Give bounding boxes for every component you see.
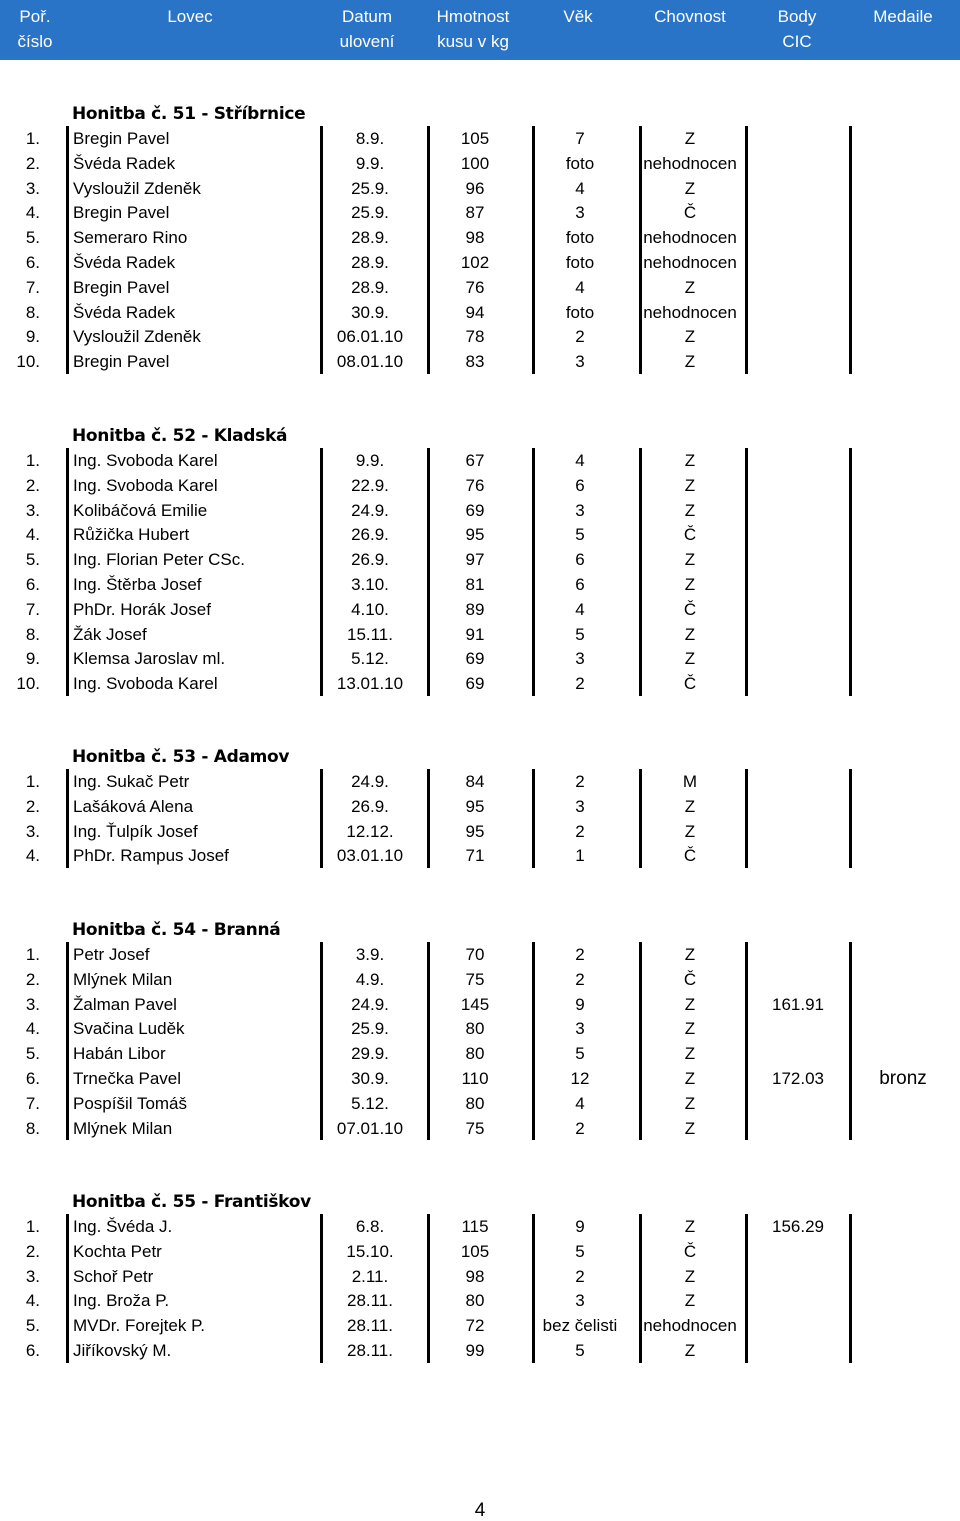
cell-hunter: Žák Josef [73, 624, 147, 644]
column-divider [745, 942, 748, 1140]
cell-age: 2 [575, 1266, 585, 1286]
cell-hunter: Švéda Radek [73, 153, 176, 173]
cell-date: 6.8. [355, 1217, 385, 1236]
cell-hunter: Ing. Broža P. [73, 1291, 170, 1311]
col-header-date [340, 4, 395, 54]
cell-breed: Z [684, 327, 696, 347]
cell-weight: 69 [465, 674, 485, 694]
cell-hunter: Ing. Štěrba Josef [73, 575, 202, 594]
cell-num: 7. [25, 277, 40, 297]
cell-weight: 69 [465, 649, 485, 669]
column-divider [849, 126, 852, 374]
cell-hunter: Kochta Petr [73, 1241, 162, 1261]
cell-weight: 75 [465, 1118, 485, 1138]
cell-weight: 76 [465, 277, 485, 297]
cell-date: 8.9. [355, 129, 385, 148]
col-header-hunter [167, 4, 212, 29]
cell-breed: Z [684, 500, 696, 520]
cell-date: 4.10. [351, 599, 389, 619]
column-divider [532, 769, 535, 868]
cell-weight: 115 [461, 1217, 489, 1236]
cell-weight: 102 [460, 253, 490, 272]
cell-age: 4 [575, 451, 585, 470]
cell-hunter: Vysloužil Zdeněk [73, 327, 201, 347]
cell-date: 03.01.10 [336, 846, 404, 866]
cell-hunter: Bregin Pavel [73, 277, 170, 297]
column-divider [532, 448, 535, 696]
cell-date: 22.9. [351, 475, 389, 495]
cell-age: 12 [570, 1069, 590, 1088]
cell-age: bez čelisti [542, 1316, 618, 1336]
cell-age: 2 [575, 327, 585, 347]
cell-breed: Z [684, 649, 696, 669]
col-header-breed-line: Chovnost [654, 7, 726, 26]
cell-hunter: Bregin Pavel [73, 352, 170, 372]
cell-num: 6. [25, 1341, 40, 1360]
cell-date: 07.01.10 [336, 1118, 404, 1138]
cell-age: 7 [575, 129, 585, 148]
column-divider [427, 1214, 430, 1363]
cell-num: 4. [25, 525, 40, 545]
col-header-number-line: Poř. [19, 7, 51, 26]
cell-hunter: Trnečka Pavel [73, 1069, 182, 1088]
cell-num: 4. [25, 203, 40, 223]
cell-age: 3 [575, 500, 585, 520]
cell-breed: nehodnocen [643, 253, 737, 272]
cell-date: 4.9. [355, 969, 385, 989]
cell-weight: 98 [465, 228, 485, 248]
cell-weight: 71 [465, 846, 485, 866]
cell-num: 7. [25, 599, 40, 619]
cell-num: 6. [25, 253, 40, 272]
cell-age: 3 [575, 352, 585, 372]
cell-breed: Z [684, 1019, 696, 1039]
cell-breed: Č [683, 599, 697, 619]
cell-age: 1 [575, 846, 585, 866]
cell-breed: Z [684, 945, 696, 964]
cell-breed: Z [684, 1044, 696, 1064]
section-title: Honitba č. 53 - Adamov [72, 747, 290, 767]
cell-hunter: Mlýnek Milan [73, 969, 173, 989]
cell-date: 9.9. [355, 153, 385, 173]
cell-num: 5. [25, 1044, 40, 1064]
col-header-points [778, 4, 817, 54]
cell-weight: 81 [465, 575, 485, 594]
cell-age: 2 [575, 1118, 585, 1138]
cell-date: 29.9. [351, 1044, 389, 1064]
cell-date: 24.9. [351, 500, 389, 520]
cell-hunter: Ing. Sukač Petr [73, 772, 190, 791]
col-header-medal [873, 4, 933, 29]
column-divider [66, 942, 69, 1140]
cell-weight: 75 [465, 969, 485, 989]
cell-date: 24.9. [351, 994, 389, 1014]
cell-weight: 87 [465, 203, 485, 223]
col-header-number [18, 4, 53, 54]
cell-num: 1. [25, 1217, 40, 1236]
cell-date: 26.9. [351, 525, 389, 545]
cell-breed: M [682, 772, 698, 791]
cell-num: 5. [25, 550, 40, 570]
cell-age: 3 [575, 1291, 585, 1311]
col-header-age [563, 4, 592, 29]
cell-num: 2. [25, 153, 40, 173]
cell-weight: 145 [460, 994, 490, 1014]
column-divider [320, 942, 323, 1140]
cell-breed: nehodnocen [643, 153, 737, 173]
cell-points: 172.03 [772, 1069, 824, 1088]
cell-num: 4. [25, 1291, 40, 1311]
cell-age: 9 [575, 1217, 585, 1236]
cell-hunter: Petr Josef [73, 945, 150, 964]
cell-breed: Č [683, 203, 697, 223]
cell-hunter: Žalman Pavel [73, 994, 177, 1014]
column-divider [532, 942, 535, 1140]
cell-date: 3.9. [355, 945, 385, 964]
col-header-weight-line: Hmotnost [436, 7, 510, 26]
cell-date: 26.9. [351, 550, 389, 570]
cell-breed: Z [684, 1217, 696, 1236]
cell-hunter: Bregin Pavel [73, 203, 170, 223]
cell-breed: Z [684, 1266, 696, 1286]
col-header-points-line: Body [777, 7, 817, 26]
cell-breed: nehodnocen [643, 302, 737, 322]
cell-breed: Z [684, 451, 696, 470]
cell-date: 08.01.10 [336, 352, 404, 372]
table-header [0, 0, 960, 60]
cell-weight: 99 [465, 1341, 485, 1360]
cell-num: 9. [25, 649, 40, 669]
cell-hunter: Ing. Svoboda Karel [73, 451, 218, 470]
column-divider [849, 448, 852, 696]
cell-hunter: Růžička Hubert [73, 525, 190, 545]
cell-date: 15.10. [346, 1241, 394, 1261]
cell-age: 3 [575, 1019, 585, 1039]
cell-num: 1. [25, 451, 40, 470]
cell-num: 1. [25, 772, 40, 791]
cell-hunter: Jiříkovský M. [73, 1341, 172, 1360]
cell-weight: 72 [465, 1316, 485, 1336]
cell-breed: Z [684, 1118, 696, 1138]
column-divider [427, 942, 430, 1140]
cell-date: 28.11. [346, 1316, 393, 1336]
cell-breed: Z [684, 277, 696, 297]
column-divider [66, 126, 69, 374]
col-header-points-line: CIC [782, 32, 812, 51]
column-divider [532, 126, 535, 374]
cell-breed: Z [684, 1291, 696, 1311]
cell-num: 10. [16, 674, 40, 694]
cell-hunter: Lašáková Alena [73, 796, 194, 816]
column-divider [427, 769, 430, 868]
column-divider [427, 448, 430, 696]
cell-points: 161.91 [772, 994, 824, 1014]
cell-date: 30.9. [351, 302, 389, 322]
cell-num: 5. [25, 228, 40, 248]
cell-age: 5 [575, 624, 585, 644]
cell-breed: Z [684, 821, 696, 841]
cell-weight: 80 [465, 1291, 485, 1311]
cell-weight: 100 [460, 153, 490, 173]
cell-num: 9. [25, 327, 40, 347]
cell-breed: Č [683, 969, 697, 989]
cell-weight: 98 [465, 1266, 485, 1286]
cell-hunter: Ing. Svoboda Karel [73, 475, 218, 495]
cell-age: 6 [575, 575, 585, 594]
cell-date: 24.9. [351, 772, 389, 791]
cell-date: 5.12. [351, 1093, 389, 1113]
column-divider [745, 769, 748, 868]
cell-num: 1. [25, 945, 40, 964]
cell-date: 12.12. [346, 821, 394, 841]
cell-breed: nehodnocen [643, 1316, 737, 1336]
cell-hunter: Ing. Svoboda Karel [73, 674, 218, 694]
cell-weight: 89 [465, 599, 485, 619]
cell-age: 3 [575, 796, 585, 816]
cell-num: 3. [25, 1266, 40, 1286]
cell-weight: 83 [465, 352, 485, 372]
column-divider [639, 448, 642, 696]
col-header-date-line: ulovení [339, 32, 395, 51]
cell-weight: 70 [465, 945, 485, 964]
cell-age: 6 [575, 550, 585, 570]
cell-weight: 80 [465, 1093, 485, 1113]
cell-num: 6. [25, 1069, 40, 1088]
cell-hunter: Ing. Švéda J. [73, 1217, 173, 1236]
cell-weight: 96 [465, 178, 485, 198]
section-title: Honitba č. 55 - Františkov [72, 1192, 311, 1212]
cell-num: 2. [25, 475, 40, 495]
cell-num: 3. [25, 178, 40, 198]
cell-age: 2 [575, 674, 585, 694]
cell-weight: 69 [465, 500, 485, 520]
cell-breed: Z [684, 475, 696, 495]
col-header-weight [437, 4, 510, 54]
cell-hunter: Švéda Radek [73, 253, 176, 272]
cell-age: 5 [575, 525, 585, 545]
cell-num: 2. [25, 796, 40, 816]
cell-date: 28.11. [346, 1291, 393, 1311]
cell-date: 5.12. [351, 649, 389, 669]
cell-age: 5 [575, 1241, 585, 1261]
col-header-breed [654, 4, 726, 29]
column-divider [532, 1214, 535, 1363]
cell-age: 4 [575, 599, 585, 619]
cell-age: foto [565, 228, 595, 248]
cell-breed: nehodnocen [643, 228, 737, 248]
cell-num: 8. [25, 1118, 40, 1138]
page-number: 4 [474, 1500, 486, 1521]
cell-hunter: MVDr. Forejtek P. [73, 1316, 205, 1336]
cell-age: 2 [575, 969, 585, 989]
cell-num: 2. [25, 969, 40, 989]
cell-weight: 80 [465, 1044, 485, 1064]
cell-weight: 95 [465, 821, 485, 841]
cell-date: 25.9. [351, 203, 389, 223]
cell-num: 10. [16, 352, 40, 372]
column-divider [745, 448, 748, 696]
cell-hunter: Švéda Radek [73, 302, 176, 322]
section-title: Honitba č. 54 - Branná [72, 920, 281, 940]
cell-age: 2 [575, 821, 585, 841]
cell-weight: 110 [461, 1069, 489, 1088]
column-divider [849, 942, 852, 1140]
cell-date: 13.01.10 [336, 674, 404, 694]
cell-hunter: Ing. Ťulpík Josef [73, 821, 198, 841]
cell-date: 30.9. [351, 1069, 389, 1088]
cell-age: 3 [575, 203, 585, 223]
cell-date: 28.9. [351, 228, 389, 248]
column-divider [849, 1214, 852, 1363]
cell-weight: 95 [465, 525, 485, 545]
cell-weight: 105 [460, 1241, 490, 1261]
cell-num: 8. [25, 302, 40, 322]
cell-hunter: Svačina Luděk [73, 1019, 185, 1039]
cell-age: 5 [575, 1044, 585, 1064]
cell-date: 25.9. [351, 1019, 389, 1039]
cell-weight: 105 [460, 129, 490, 148]
cell-hunter: Vysloužil Zdeněk [73, 178, 201, 198]
cell-num: 6. [25, 575, 40, 594]
cell-age: 5 [575, 1341, 585, 1360]
cell-num: 7. [25, 1093, 40, 1113]
cell-num: 3. [25, 821, 40, 841]
cell-weight: 94 [465, 302, 485, 322]
cell-breed: Z [684, 178, 696, 198]
col-header-weight-line: kusu v kg [437, 32, 509, 51]
column-divider [320, 769, 323, 868]
cell-weight: 84 [465, 772, 485, 791]
cell-points: 156.29 [772, 1217, 824, 1236]
cell-age: foto [565, 302, 595, 322]
cell-num: 3. [25, 500, 40, 520]
cell-weight: 67 [465, 451, 485, 470]
column-divider [427, 126, 430, 374]
cell-hunter: Bregin Pavel [73, 129, 170, 148]
cell-num: 3. [25, 994, 40, 1014]
cell-breed: Z [684, 550, 696, 570]
cell-breed: Z [684, 624, 696, 644]
cell-breed: Z [684, 1093, 696, 1113]
cell-date: 15.11. [346, 624, 393, 644]
cell-age: 2 [575, 772, 585, 791]
cell-medal: bronz [879, 1068, 927, 1089]
column-divider [639, 1214, 642, 1363]
cell-age: foto [565, 153, 595, 173]
cell-hunter: Schoř Petr [73, 1266, 154, 1286]
cell-age: 4 [575, 277, 585, 297]
cell-breed: Z [684, 129, 696, 148]
section-title: Honitba č. 51 - Stříbrnice [72, 104, 306, 124]
cell-age: 2 [575, 945, 585, 964]
cell-hunter: Habán Libor [73, 1044, 166, 1064]
cell-age: 3 [575, 649, 585, 669]
column-divider [639, 126, 642, 374]
cell-age: 6 [575, 475, 585, 495]
cell-date: 9.9. [355, 451, 385, 470]
column-divider [66, 1214, 69, 1363]
cell-age: 4 [575, 178, 585, 198]
cell-age: foto [565, 253, 595, 272]
column-divider [849, 769, 852, 868]
cell-date: 3.10. [351, 575, 389, 594]
col-header-date-line: Datum [341, 7, 393, 26]
col-header-age-line: Věk [563, 7, 593, 26]
cell-hunter: Pospíšil Tomáš [73, 1093, 188, 1113]
cell-breed: Z [684, 796, 696, 816]
col-header-hunter-line: Lovec [167, 7, 213, 26]
column-divider [745, 1214, 748, 1363]
cell-breed: Č [683, 674, 697, 694]
cell-hunter: PhDr. Horák Josef [73, 599, 211, 619]
col-header-medal-line: Medaile [873, 7, 933, 26]
section-title: Honitba č. 52 - Kladská [72, 426, 288, 446]
cell-hunter: Ing. Florian Peter CSc. [73, 550, 245, 570]
col-header-number-line: číslo [17, 32, 53, 51]
cell-age: 4 [575, 1093, 585, 1113]
cell-weight: 78 [465, 327, 485, 347]
cell-num: 8. [25, 624, 40, 644]
cell-weight: 80 [465, 1019, 485, 1039]
cell-breed: Z [684, 575, 696, 594]
cell-weight: 95 [465, 796, 485, 816]
cell-date: 25.9. [351, 178, 389, 198]
cell-breed: Z [684, 1341, 696, 1360]
cell-hunter: PhDr. Rampus Josef [73, 846, 229, 866]
cell-weight: 91 [465, 624, 485, 644]
column-divider [639, 942, 642, 1140]
cell-weight: 97 [465, 550, 485, 570]
cell-hunter: Semeraro Rino [73, 228, 188, 248]
column-divider [745, 126, 748, 374]
cell-breed: Z [684, 352, 696, 372]
cell-num: 1. [25, 129, 40, 148]
cell-hunter: Mlýnek Milan [73, 1118, 173, 1138]
cell-date: 28.9. [351, 277, 389, 297]
column-divider [66, 769, 69, 868]
cell-breed: Č [683, 525, 697, 545]
column-divider [320, 126, 323, 374]
cell-date: 28.9. [351, 253, 389, 272]
column-divider [320, 1214, 323, 1363]
cell-hunter: Klemsa Jaroslav ml. [73, 649, 226, 669]
cell-num: 4. [25, 846, 40, 866]
cell-hunter: Kolibáčová Emilie [73, 500, 208, 520]
column-divider [320, 448, 323, 696]
cell-age: 9 [575, 994, 585, 1014]
cell-weight: 76 [465, 475, 485, 495]
cell-breed: Z [684, 1069, 696, 1088]
cell-num: 5. [25, 1316, 40, 1336]
cell-date: 26.9. [351, 796, 389, 816]
cell-date: 28.11. [346, 1341, 393, 1360]
cell-date: 06.01.10 [336, 327, 404, 347]
column-divider [639, 769, 642, 868]
cell-date: 2.11. [351, 1266, 389, 1286]
column-divider [66, 448, 69, 696]
cell-breed: Z [684, 994, 696, 1014]
cell-breed: Č [683, 846, 697, 866]
cell-num: 4. [25, 1019, 40, 1039]
cell-breed: Č [683, 1241, 697, 1261]
cell-num: 2. [25, 1241, 40, 1261]
